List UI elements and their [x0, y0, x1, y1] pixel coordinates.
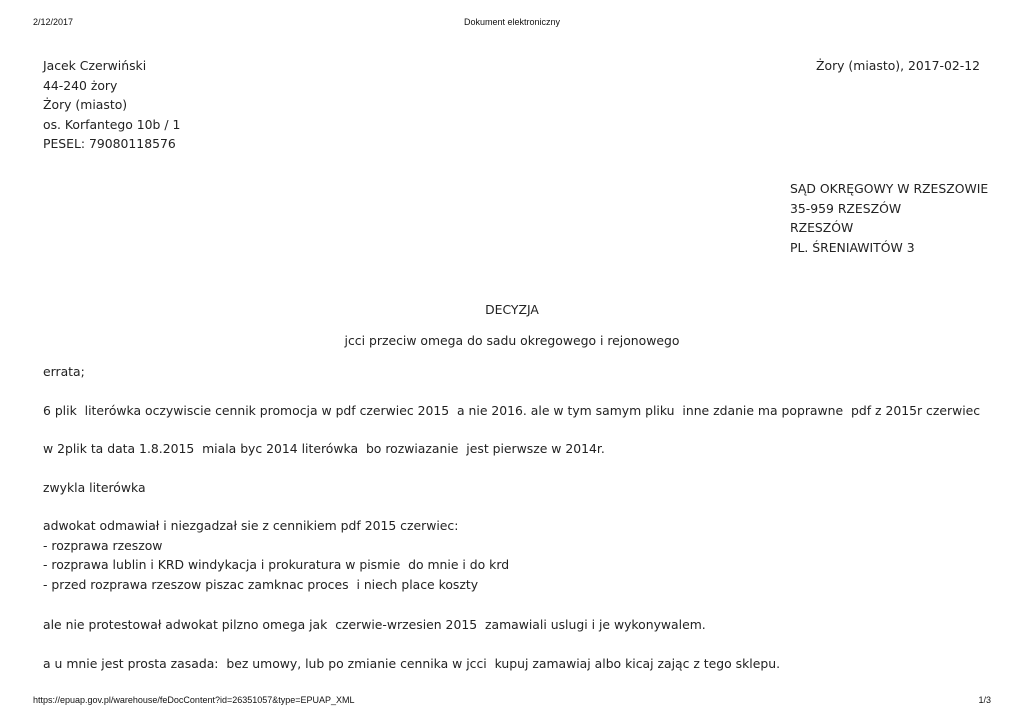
list-item: - rozprawa lublin i KRD windykacja i prokuratura w pismie do mnie i do krd	[43, 557, 510, 572]
print-footer	[0, 695, 1024, 707]
sender-city: Żory (miasto)	[43, 97, 128, 112]
paragraph-file-2: w 2plik ta data 1.8.2015 miala byc 2014 literówka bo rozwiazanie jest pierwsze w 2014r.	[43, 441, 605, 456]
paragraph-rule: a u mnie jest prosta zasada: bez umowy, lub po zmianie cennika w jcci kupuj zamawiaj albo kicaj zając z tego sklepu.	[43, 656, 781, 671]
recipient-address-block	[790, 179, 988, 257]
paragraph-file-6: 6 plik literówka oczywiscie cennik promocja w pdf czerwiec 2015 a nie 2016. ale w tym samym pliku inne zdanie ma poprawne pdf z 2015r czerwiec	[43, 403, 981, 418]
document-title: DECYZJA	[485, 302, 539, 317]
recipient-postal: 35-959 RZESZÓW	[790, 200, 902, 216]
page-number: 1/3	[978, 695, 991, 705]
recipient-city: RZESZÓW	[790, 220, 854, 235]
sender-address-block	[43, 56, 180, 154]
sender-street: os. Korfantego 10b / 1	[43, 116, 181, 132]
print-url: https://epuap.gov.pl/warehouse/feDocContent?id=26351057&type=EPUAP_XML	[33, 695, 355, 705]
paragraph-lawyer-list	[43, 516, 509, 594]
print-title: Dokument elektroniczny	[463, 17, 561, 27]
place-and-date: Żory (miasto), 2017-02-12	[816, 58, 980, 73]
sender-pesel: PESEL: 79080118576	[43, 136, 176, 151]
sender-postal: 44-240 żory	[43, 77, 118, 93]
print-date: 2/12/2017	[33, 17, 74, 27]
list-intro: adwokat odmawiał i niezgadzał sie z cennikiem pdf 2015 czerwiec:	[43, 518, 459, 533]
recipient-name: SĄD OKRĘGOWY W RZESZOWIE	[790, 181, 989, 196]
document-subject: jcci przeciw omega do sadu okregowego i rejonowego	[344, 333, 680, 348]
sender-name: Jacek Czerwiński	[43, 58, 147, 73]
list-item: - rozprawa rzeszow	[43, 537, 163, 553]
paragraph-no-protest: ale nie protestował adwokat pilzno omega jak czerwie-wrzesien 2015 zamawiali uslugi i je wykonywalem.	[43, 617, 706, 632]
paragraph-errata: errata;	[43, 364, 85, 379]
paragraph-typo: zwykla literówka	[43, 480, 146, 495]
list-item: - przed rozprawa rzeszow piszac zamknac proces i niech place koszty	[43, 576, 479, 592]
recipient-street: PL. ŚRENIAWITÓW 3	[790, 239, 915, 255]
